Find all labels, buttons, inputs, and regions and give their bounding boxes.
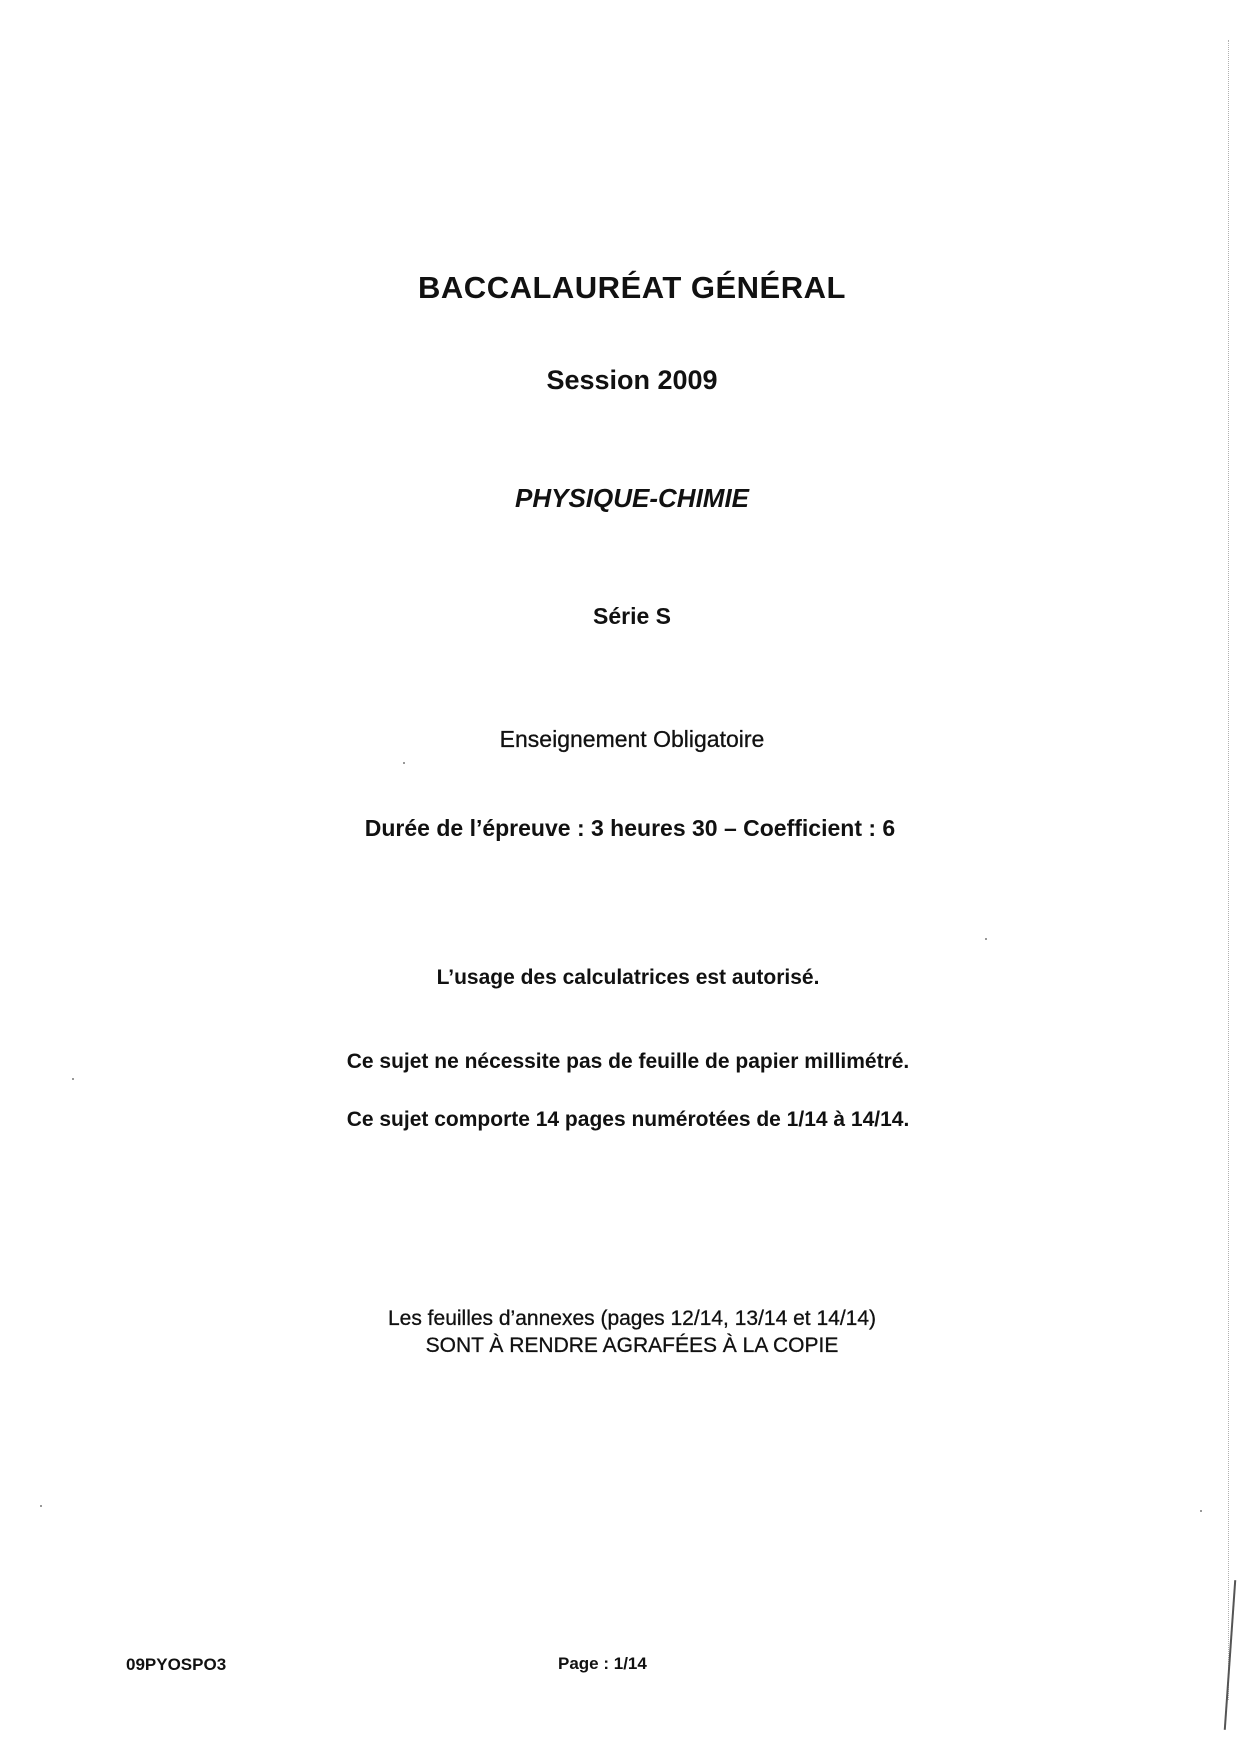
footer-subject-code: 09PYOSPO3 <box>126 1655 227 1674</box>
scan-speck <box>72 1078 74 1080</box>
page-count-notice: Ce sujet comporte 14 pages numérotées de 1/14 à 14/14. <box>346 1108 910 1131</box>
scan-speck <box>985 938 987 940</box>
annexes-notice <box>0 1305 1248 1359</box>
scan-speck <box>40 1505 42 1507</box>
annexes-line-1: Les feuilles d’annexes (pages 12/14, 13/14 et 14/14) <box>387 1307 876 1330</box>
footer-page-number: Page : 1/14 <box>558 1654 647 1673</box>
enseignement-label: Enseignement Obligatoire <box>499 726 765 752</box>
session-year: Session 2009 <box>546 365 718 395</box>
scan-speck <box>403 762 405 764</box>
calculator-notice: L’usage des calculatrices est autorisé. <box>436 966 820 989</box>
scan-speck <box>1200 1510 1202 1512</box>
graph-paper-notice: Ce sujet ne nécessite pas de feuille de papier millimétré. <box>346 1050 910 1073</box>
scan-edge-mark <box>1224 1580 1236 1730</box>
scan-edge-artifact <box>1228 40 1230 1700</box>
exam-title: BACCALAURÉAT GÉNÉRAL <box>418 270 846 305</box>
serie-label: Série S <box>593 603 671 629</box>
annexes-line-2: SONT À RENDRE AGRAFÉES À LA COPIE <box>425 1334 839 1357</box>
duration-coefficient: Durée de l’épreuve : 3 heures 30 – Coefficient : 6 <box>364 815 896 841</box>
subject-name: PHYSIQUE-CHIMIE <box>514 483 750 513</box>
